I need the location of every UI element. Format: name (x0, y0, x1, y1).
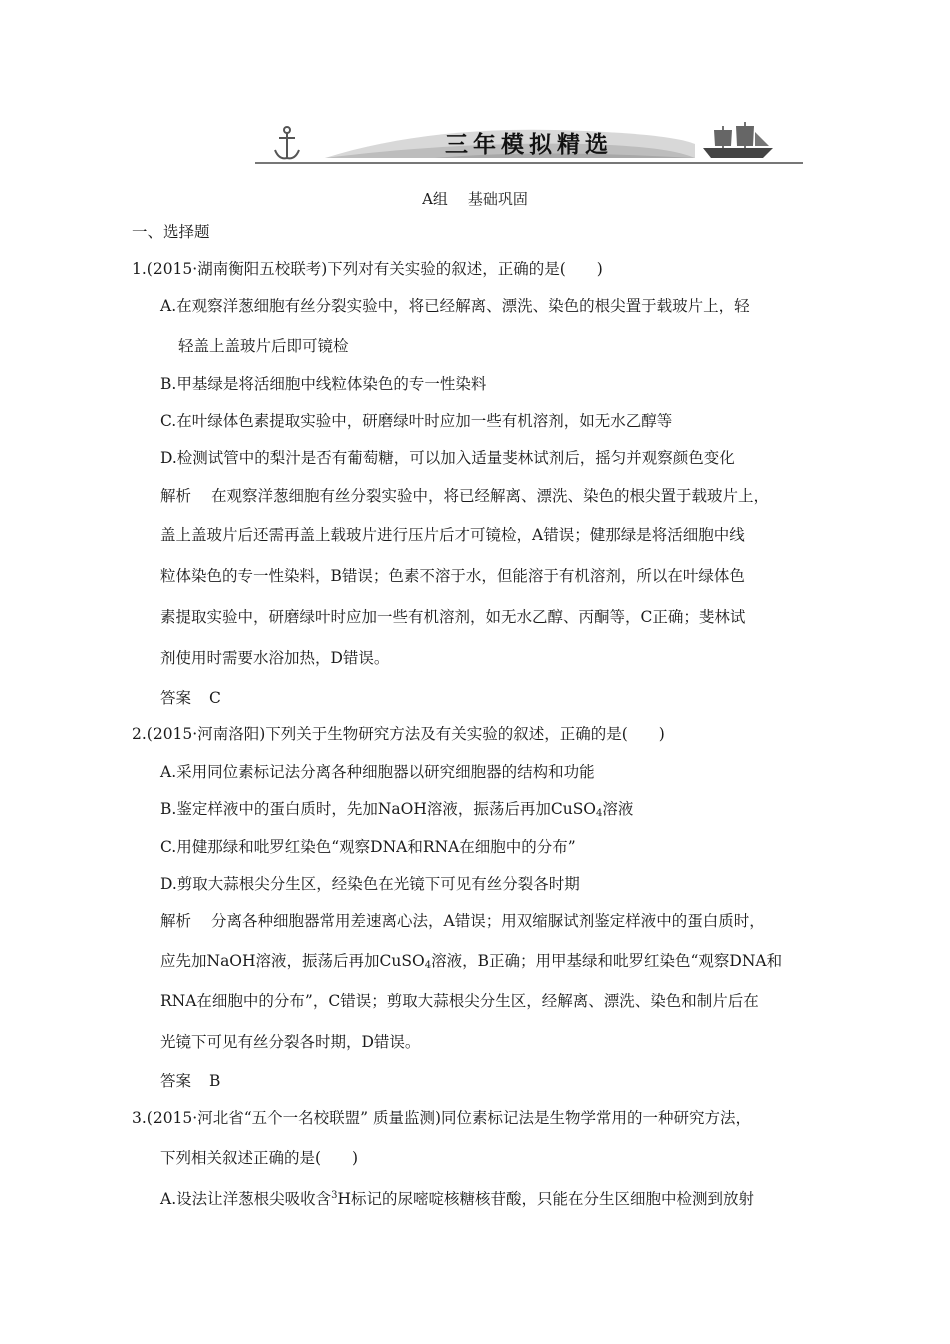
q1-analysis-line-4: 素提取实验中，研磨绿叶时应加一些有机溶剂，如无水乙醇、丙酮等，C正确；斐林试 (160, 608, 746, 626)
q2-analysis-line-4: 光镜下可见有丝分裂各时期，D错误。 (160, 1033, 421, 1051)
q1-option-a: A.在观察洋葱细胞有丝分裂实验中，将已经解离、漂洗、染色的根尖置于载玻片上，轻 (160, 297, 750, 315)
q3-stem-cont: 下列相关叙述正确的是( ) (160, 1149, 359, 1167)
q1-analysis-label: 解析 (160, 487, 192, 505)
q3-option-a (160, 1186, 754, 1209)
q2-analysis-2-subscript: 4 (424, 960, 432, 971)
section-title: 一、选择题 (132, 223, 210, 241)
q1-analysis-text: 在观察洋葱细胞有丝分裂实验中，将已经解离、漂洗、染色的根尖置于载玻片上， (211, 487, 770, 505)
q1-answer-label: 答案 (160, 689, 192, 707)
q1-answer-line (160, 688, 221, 708)
section-banner (255, 118, 803, 170)
q2-analysis-line-2 (160, 951, 782, 976)
group-label: A组 (422, 190, 448, 208)
q2-option-d: D.剪取大蒜根尖分生区，经染色在光镜下可见有丝分裂各时期 (160, 875, 580, 893)
q2-option-b-tail: 溶液 (602, 800, 634, 818)
q2-analysis-text: 分离各种细胞器常用差速离心法，A错误；用双缩脲试剂鉴定样液中的蛋白质时， (211, 912, 765, 930)
q2-analysis-line (160, 911, 765, 931)
q1-analysis-line-5: 剂使用时需要水浴加热，D错误。 (160, 649, 390, 667)
q1-analysis-line (160, 486, 769, 506)
q2-analysis-label: 解析 (160, 912, 192, 930)
group-name: 基础巩固 (467, 190, 528, 208)
q3-stem: 3.(2015·河北省“五个一名校联盟” 质量监测)同位素标记法是生物学常用的一种研究方法， (132, 1109, 752, 1127)
q3-option-a-text: A.设法让洋葱根尖吸收含 (160, 1190, 332, 1208)
q3-option-a-superscript: 3 (331, 1190, 338, 1201)
q1-analysis-line-3: 粒体染色的专一性染料，B错误；色素不溶于水，但能溶于有机溶剂，所以在叶绿体色 (160, 567, 745, 585)
q2-analysis-line-3: RNA在细胞中的分布”，C错误；剪取大蒜根尖分生区，经解离、漂洗、染色和制片后在 (160, 992, 759, 1010)
q1-option-c: C.在叶绿体色素提取实验中，研磨绿叶时应加一些有机溶剂，如无水乙醇等 (160, 412, 673, 430)
q2-option-b (160, 799, 633, 824)
q1-stem: 1.(2015·湖南衡阳五校联考)下列对有关实验的叙述，正确的是( ) (132, 260, 603, 278)
group-heading (0, 188, 950, 209)
banner-title: 三年模拟精选 (445, 132, 613, 158)
q2-stem: 2.(2015·河南洛阳)下列关于生物研究方法及有关实验的叙述，正确的是( ) (132, 725, 665, 743)
q2-analysis-2-tail: 溶液，B正确；用甲基绿和吡罗红染色“观察DNA和 (431, 952, 783, 970)
q2-option-b-subscript: 4 (596, 808, 603, 819)
q2-option-b-text: B.鉴定样液中的蛋白质时，先加NaOH溶液，振荡后再加CuSO (160, 800, 597, 818)
q1-option-d: D.检测试管中的梨汁是否有葡萄糖，可以加入适量斐林试剂后，摇匀并观察颜色变化 (160, 449, 735, 467)
q2-option-c: C.用健那绿和吡罗红染色“观察DNA和RNA在细胞中的分布” (160, 838, 576, 856)
q2-answer-label: 答案 (160, 1072, 192, 1090)
q3-option-a-tail: H标记的尿嘧啶核糖核苷酸，只能在分生区细胞中检测到放射 (337, 1190, 755, 1208)
q2-option-a: A.采用同位素标记法分离各种细胞器以研究细胞器的结构和功能 (160, 763, 595, 781)
q1-option-b: B.甲基绿是将活细胞中线粒体染色的专一性染料 (160, 375, 487, 393)
q2-answer-line (160, 1071, 220, 1091)
q1-option-a-cont: 轻盖上盖玻片后即可镜检 (178, 337, 349, 355)
q1-answer: C (209, 689, 221, 707)
q1-analysis-line-2: 盖上盖玻片后还需再盖上载玻片进行压片后才可镜检，A错误；健那绿是将活细胞中线 (160, 526, 745, 544)
q2-analysis-2-text: 应先加NaOH溶液，振荡后再加CuSO (160, 952, 425, 970)
q2-answer: B (209, 1072, 221, 1090)
